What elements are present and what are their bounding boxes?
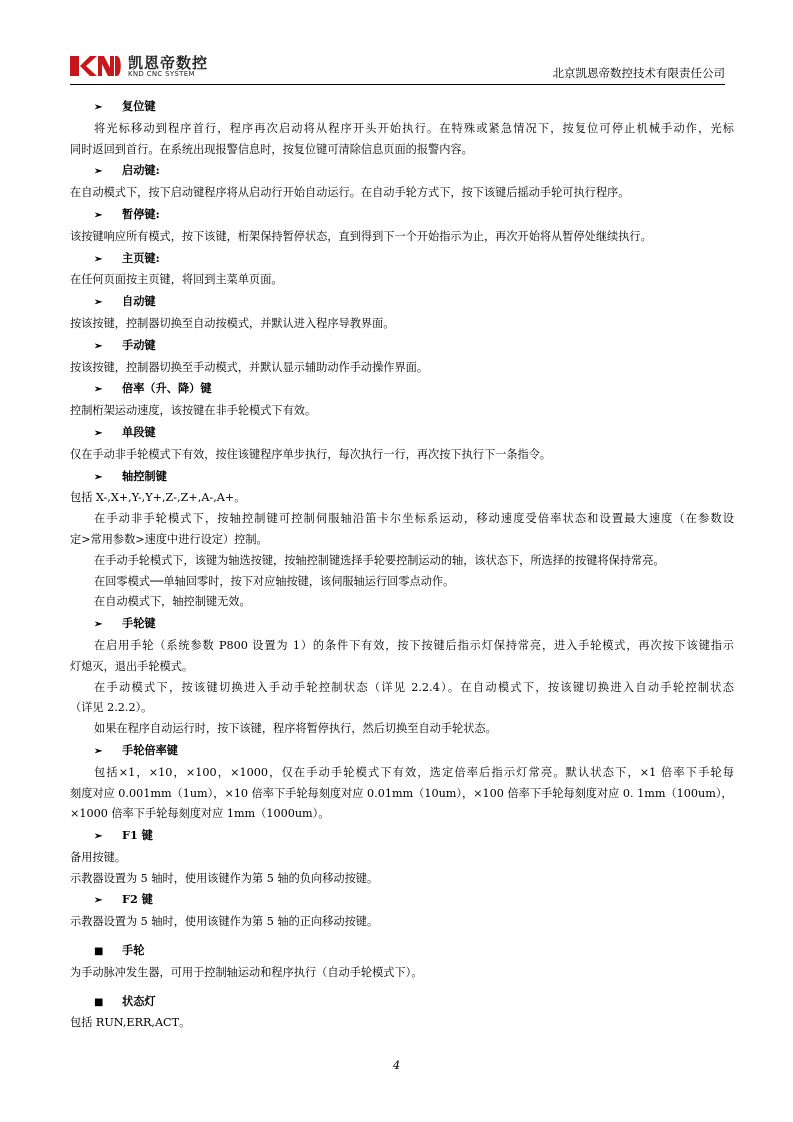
arrow-bullet-icon: ➢ <box>94 831 103 843</box>
paragraph-line: 刻度对应 0.001mm（1um），×10 倍率下手轮每刻度对应 0.01mm（10um），×100 倍率下手轮每刻度对应 0. 1mm（100um）， <box>70 786 733 800</box>
section-heading-rate: ➢ 倍率（升、降）键 <box>70 378 725 401</box>
paragraph-line: ×1000 倍率下手轮每刻度对应 1mm（1000um）。 <box>70 807 330 821</box>
paragraph-line: 示教器设置为 5 轴时，使用该键作为第 5 轴的负向移动按键。 <box>70 871 379 885</box>
arrow-bullet-icon: ➢ <box>94 166 103 178</box>
paragraph-line: 在回零模式──单轴回零时，按下对应轴按键，该伺服轴运行回零点动作。 <box>94 574 455 588</box>
paragraph-line: 在手动手轮模式下，该键为轴选按键，按轴控制键选择手轮要控制运动的轴，该状态下，所选择的按键将保持常亮。 <box>94 553 665 567</box>
square-bullet-icon: ■ <box>94 946 104 958</box>
paragraph-line: 定>常用参数>速度中进行设定）控制。 <box>70 532 268 546</box>
paragraph-line: 控制桁架运动速度，该按键在非手轮模式下有效。 <box>70 404 317 418</box>
page-header <box>70 50 725 85</box>
arrow-bullet-icon: ➢ <box>94 253 103 265</box>
paragraph-line: 仅在手动非手轮模式下有效，按住该键程序单步执行，每次执行一行，再次按下执行下一条指令。 <box>70 447 552 461</box>
paragraph-line: 在启用手轮（系统参数 P800 设置为 1）的条件下有效，按下按键后指示灯保持常亮，进入手轮模式，再次按下该键指示 <box>94 638 734 652</box>
section-heading-axis-control: ➢ 轴控制键 <box>70 466 725 489</box>
paragraph-line: （详见 2.2.2）。 <box>70 701 153 715</box>
paragraph-line: 示教器设置为 5 轴时，使用该键作为第 5 轴的正向移动按键。 <box>70 915 379 929</box>
arrow-bullet-icon: ➢ <box>94 619 103 631</box>
section-heading-f2: ➢ F2 键 <box>70 889 725 912</box>
section-heading-status-light: ■ 状态灯 <box>70 991 725 1014</box>
arrow-bullet-icon: ➢ <box>94 895 103 907</box>
arrow-bullet-icon: ➢ <box>94 340 103 352</box>
section-heading-f1: ➢ F1 键 <box>70 825 725 848</box>
paragraph-line: 在任何页面按主页键，将回到主菜单页面。 <box>70 273 283 287</box>
arrow-bullet-icon: ➢ <box>94 427 103 439</box>
arrow-bullet-icon: ➢ <box>94 297 103 309</box>
paragraph-line: 按该按键，控制器切换至手动模式，并默认显示辅助动作手动操作界面。 <box>70 360 429 374</box>
paragraph-line: 包括 X-,X+,Y-,Y+,Z-,Z+,A-,A+。 <box>70 491 246 505</box>
section-heading-single-step: ➢ 单段键 <box>70 422 725 445</box>
page-number: 4 <box>392 1058 401 1072</box>
page-content <box>70 96 734 1034</box>
arrow-bullet-icon: ➢ <box>94 209 103 221</box>
arrow-bullet-icon: ➢ <box>94 471 103 483</box>
paragraph-line: 按该按键，控制器切换至自动按模式，并默认进入程序导教界面。 <box>70 316 395 330</box>
paragraph-line: 如果在程序自动运行时，按下该键，程序将暂停执行，然后切换至自动手轮状态。 <box>94 722 497 736</box>
arrow-bullet-icon: ➢ <box>94 745 103 757</box>
paragraph-line: 为手动脉冲发生器，可用于控制轴运动和程序执行（自动手轮模式下）。 <box>70 965 423 979</box>
paragraph-line: 在自动模式下，轴控制键无效。 <box>94 595 251 609</box>
paragraph-line: 包括×1，×10，×100，×1000，仅在手动手轮模式下有效，选定倍率后指示灯常亮。默认状态下，×1 倍率下手轮每 <box>94 765 734 779</box>
knd-logo-icon <box>70 54 122 78</box>
company-name: 北京凯恩帝数控技术有限责任公司 <box>552 66 725 80</box>
section-heading-start: ➢ 启动键: <box>70 160 725 183</box>
paragraph-line: 在自动模式下，按下启动键程序将从启动行开始自动运行。在自动手轮方式下，按下该键后摇动手轮可执行程序。 <box>70 186 630 200</box>
paragraph-line: 灯熄灭，退出手轮模式。 <box>70 659 194 673</box>
paragraph-line: 在手动非手轮模式下，按轴控制键可控制伺服轴沿笛卡尔坐标系运动，移动速度受倍率状态和设置最大速度（在参数设 <box>94 512 734 526</box>
paragraph-line: 备用按键。 <box>70 850 126 864</box>
arrow-bullet-icon: ➢ <box>94 384 103 396</box>
paragraph-line: 包括 RUN,ERR,ACT。 <box>70 1016 191 1030</box>
section-heading-handwheel-rate: ➢ 手轮倍率键 <box>70 740 725 763</box>
section-heading-pause: ➢ 暂停键: <box>70 204 725 227</box>
paragraph-line: 在手动模式下，按该键切换进入手动手轮控制状态（详见 2.2.4）。在自动模式下，按该键切换进入自动手轮控制状态 <box>94 680 734 694</box>
square-bullet-icon: ■ <box>94 996 104 1008</box>
paragraph-line: 同时返回到首行。在系统出现报警信息时，按复位键可清除信息页面的报警内容。 <box>70 142 473 156</box>
section-heading-manual: ➢ 手动键 <box>70 335 725 358</box>
section-heading-reset: ➢ 复位键 <box>70 96 725 119</box>
logo-chinese-name: 凯恩帝数控 <box>128 54 209 72</box>
arrow-bullet-icon: ➢ <box>94 102 103 113</box>
section-heading-handwheel: ■ 手轮 <box>70 940 725 963</box>
section-heading-handwheel-key: ➢ 手轮键 <box>70 613 725 636</box>
paragraph-line: 该按键响应所有模式，按下该键，桁架保持暂停状态，直到得到下一个开始指示为止，再次开始将从暂停处继续执行。 <box>70 229 652 243</box>
section-heading-home: ➢ 主页键: <box>70 248 725 271</box>
logo-english-name: KND CNC SYSTEM <box>128 70 195 78</box>
paragraph-line: 将光标移动到程序首行，程序再次启动将从程序开头开始执行。在特殊或紧急情况下，按复位可停止机械手动作，光标 <box>94 121 734 135</box>
section-heading-auto: ➢ 自动键 <box>70 291 725 314</box>
